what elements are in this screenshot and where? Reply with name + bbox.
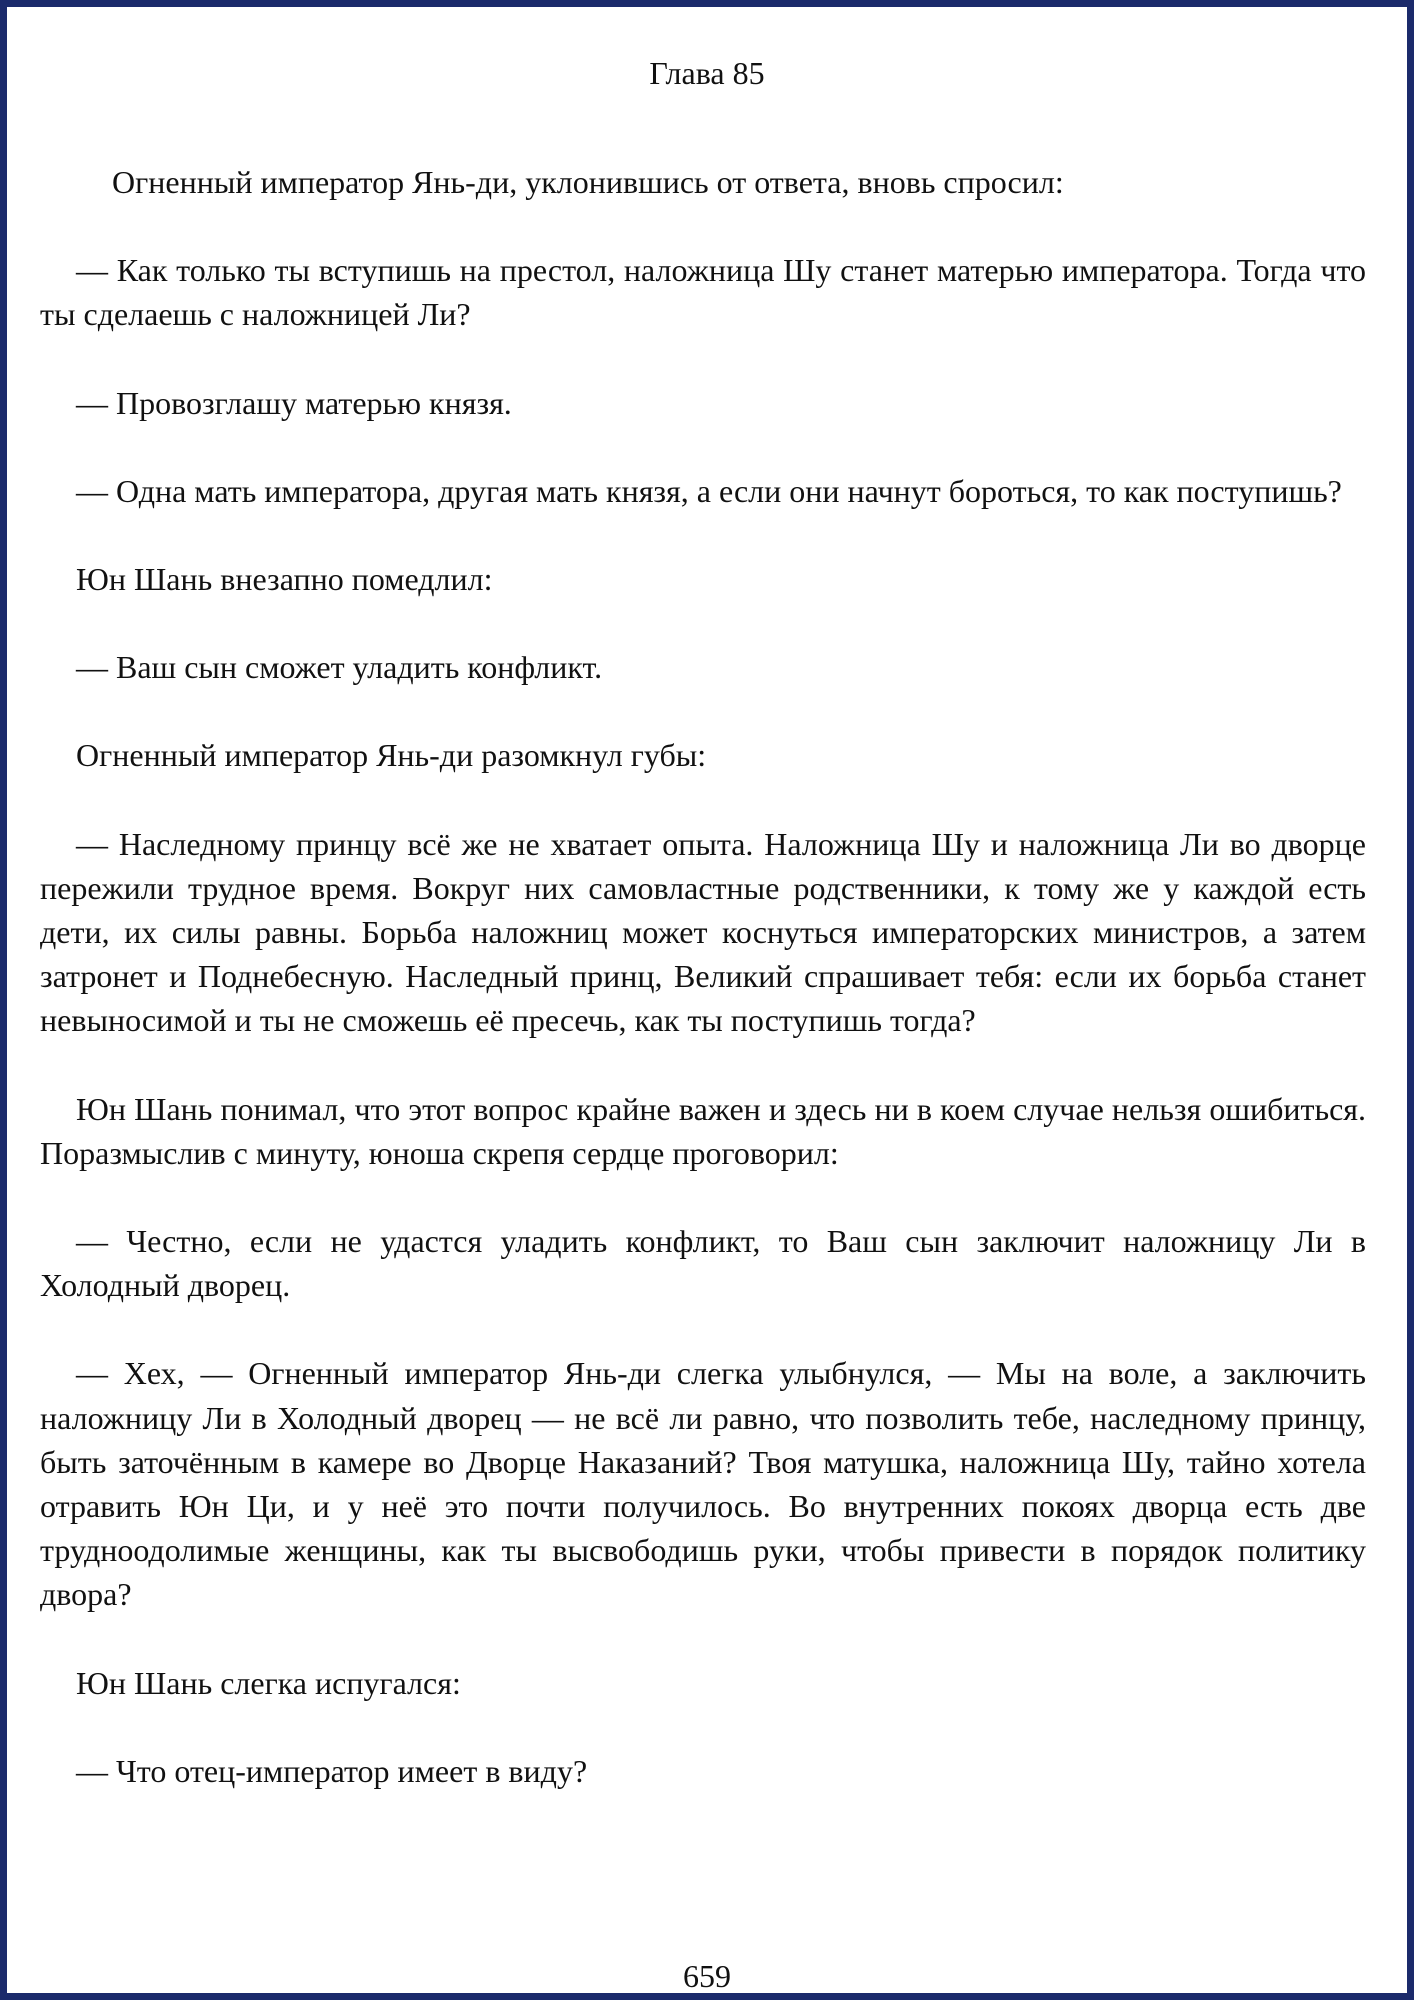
paragraph: Огненный император Янь-ди разомкнул губы:: [76, 737, 707, 774]
chapter-title: Глава 85: [649, 55, 765, 91]
paragraph: — Как только ты вступишь на престол, наложница Шу станет матерью императора. Тогда что ты сделаешь с наложницей Ли?: [40, 252, 1366, 333]
paragraph: — Наследному принцу всё же не хватает опыта. Наложница Шу и наложница Ли во дворце пережили трудное время. Вокруг них самовластные родственники, к тому же у каждой есть дети, их силы равны. Борьба наложниц может коснуться императорских министров, а затем затронет и Поднебесную. Наследный принц, Великий спрашивает тебя: если их борьба станет невыносимой и ты не сможешь её пресечь, как ты поступишь тогда?: [40, 825, 1366, 1039]
paragraph: — Что отец-император имеет в виду?: [76, 1752, 588, 1789]
paragraph: — Хех, — Огненный император Янь-ди слегка улыбнулся, — Мы на воле, а заключить наложницу Ли в Холодный дворец — не всё ли равно, что позволить тебе, наследному принцу, быть заточённым в камере во Дворце Наказаний? Твоя матушка, наложница Шу, тайно хотела отравить Юн Ци, и у неё это почти получилось. Во внутренних покоях дворца есть две трудноодолимые женщины, как ты высвободишь руки, чтобы привести в порядок политику двора?: [40, 1355, 1366, 1613]
paragraph: — Одна мать императора, другая мать князя, а если они начнут бороться, то как поступишь?: [76, 472, 1342, 509]
paragraph: — Провозглашу матерью князя.: [76, 384, 512, 421]
page-body: [40, 160, 1366, 1837]
paragraph: Юн Шань внезапно помедлил:: [76, 561, 493, 598]
page-number: 659: [683, 1958, 731, 1994]
paragraph: Огненный император Янь-ди, уклонившись от ответа, вновь спросил:: [112, 164, 1064, 200]
paragraph: Юн Шань понимал, что этот вопрос крайне важен и здесь ни в коем случае нельзя ошибиться. Поразмыслив с минуту, юноша скрепя сердце проговорил:: [40, 1090, 1366, 1171]
paragraph: — Честно, если не удастся уладить конфликт, то Ваш сын заключит наложницу Ли в Холодный дворец.: [40, 1223, 1366, 1304]
paragraph: — Ваш сын сможет уладить конфликт.: [76, 649, 603, 686]
paragraph: Юн Шань слегка испугался:: [76, 1664, 461, 1701]
